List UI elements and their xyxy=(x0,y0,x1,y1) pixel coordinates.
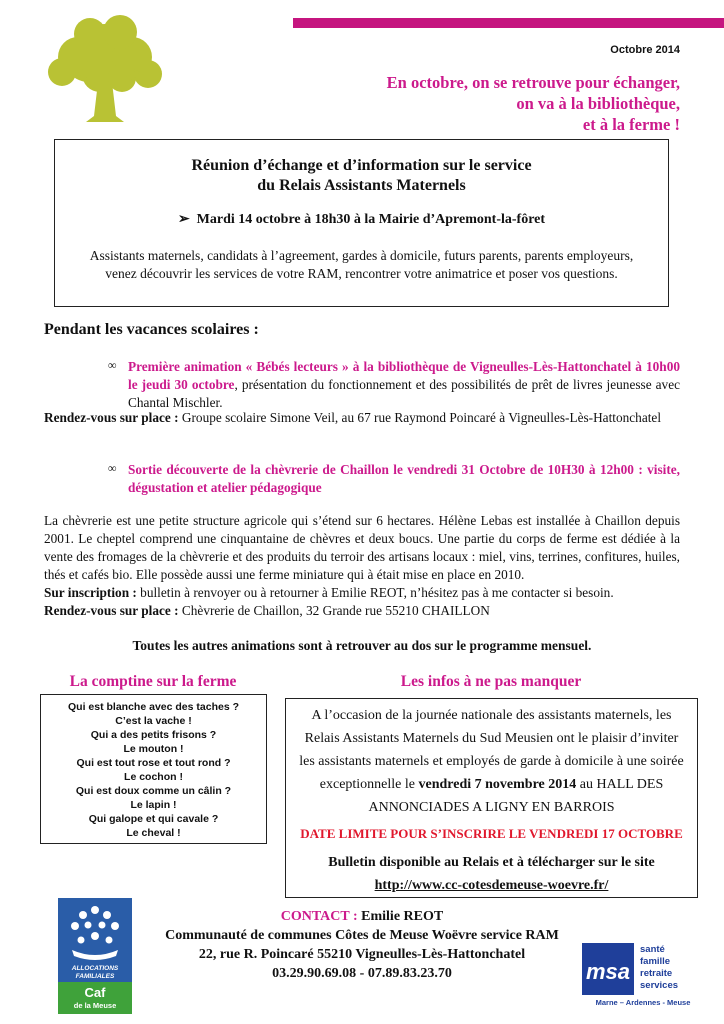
infos-title: Les infos à ne pas manquer xyxy=(400,673,582,690)
comptine-line: Le cochon ! xyxy=(124,771,183,783)
contact-label: CONTACT : xyxy=(280,909,358,924)
comptine-title: La comptine sur la ferme xyxy=(69,673,237,690)
comptine-line: Le cheval ! xyxy=(126,827,181,839)
meeting-date: ➢ Mardi 14 octobre à 18h30 à la Mairie d’Apremont-la-fôret xyxy=(177,212,546,227)
contact-block xyxy=(128,907,596,983)
bulletin-note: Bulletin disponible au Relais et à télécharger sur le site xyxy=(328,855,655,870)
event2-rdv: Rendez-vous sur place : Chèvrerie de Chaillon, 32 Grande rue 55210 CHAILLON xyxy=(44,603,490,618)
tree-logo xyxy=(40,12,170,127)
infos-box xyxy=(285,698,698,898)
meeting-box xyxy=(54,139,669,307)
contact-name: Emilie REOT xyxy=(357,909,444,924)
infinity-bullet-icon: ∞ xyxy=(108,358,117,372)
comptine-line: Le lapin ! xyxy=(130,799,177,811)
msa-word: retraite xyxy=(640,968,673,979)
infinity-bullet-icon: ∞ xyxy=(108,461,117,475)
meeting-title: Réunion d’échange et d’information sur le service du Relais Assistants Maternels xyxy=(191,157,532,194)
msa-region: Marne – Ardennes - Meuse xyxy=(595,998,691,1007)
comptine-line: Qui a des petits frisons ? xyxy=(90,729,217,741)
comptine-line: Le mouton ! xyxy=(123,743,184,755)
msa-letters: msa xyxy=(585,959,631,984)
meeting-description: Assistants maternels, candidats à l’agreement, gardes à domicile, futurs parents, parents employeurs, venez découvrir les services de votre RAM, rencontrer votre animatrice et poser vos questions. xyxy=(89,248,634,281)
event2: Sortie découverte de la chèvrerie de Chaillon le vendredi 31 Octobre de 10H30 à 12h00 : visite, dégustation et atelier pédagogique xyxy=(128,462,680,495)
caf-label-2: FAMILIALES xyxy=(75,973,115,980)
issue-date: Octobre 2014 xyxy=(610,44,680,56)
all-animations-note: Toutes les autres animations sont à retrouver au dos sur le programme mensuel. xyxy=(132,638,592,653)
comptine-line: Qui est blanche avec des taches ? xyxy=(68,701,239,713)
event1-rdv: Rendez-vous sur place : Groupe scolaire Simone Veil, au 67 rue Raymond Poincaré à Vigneulles-Lès-Hattonchatel xyxy=(44,410,662,425)
contact-address: 22, rue R. Poincaré 55210 Vigneulles-Lès-Hattonchatel xyxy=(198,947,526,962)
comptine-line: Qui est tout rose et tout rond ? xyxy=(76,757,231,769)
comptine-box xyxy=(40,694,267,844)
caf-label-1: ALLOCATIONS xyxy=(71,965,119,972)
comptine-line: Qui est doux comme un câlin ? xyxy=(75,785,232,797)
msa-word: services xyxy=(640,980,679,991)
event1: Première animation « Bébés lecteurs » à la bibliothèque de Vigneulles-Lès-Hattonchatel à 10h00 le jeudi 30 octobre, présentation du fonctionnement et des possibilités de prêt de livres jeunesse avec Chantal Mischler. xyxy=(128,359,681,410)
caf-logo xyxy=(58,898,132,1014)
comptine-line: C’est la vache ! xyxy=(115,715,192,727)
inscription: Sur inscription : bulletin à renvoyer ou à retourner à Emilie REOT, n’hésitez pas à me contacter si besoin. xyxy=(44,585,614,600)
headline: En octobre, on se retrouve pour échanger, on va à la bibliothèque, et à la ferme ! xyxy=(386,73,680,134)
contact-phones: 03.29.90.69.08 - 07.89.83.23.70 xyxy=(272,966,452,981)
holidays-title: Pendant les vacances scolaires : xyxy=(44,321,259,338)
contact-org: Communauté de communes Côtes de Meuse Woëvre service RAM xyxy=(165,928,559,943)
deadline: DATE LIMITE POUR S’INSCRIRE LE VENDREDI 17 OCTOBRE xyxy=(300,826,683,841)
msa-word: famille xyxy=(640,956,671,967)
infos-text: A l’occasion de la journée nationale des assistants maternels, les Relais Assistants Maternels du Sud Meusien ont le plaisir d’inviter les assistants maternels et employés de garde à domicile à une soirée exceptionnelle le vendredi 7 novembre 2014 au HALL DES ANNONCIADES A LIGNY EN BARROIS xyxy=(299,708,684,815)
website-link[interactable]: http://www.cc-cotesdemeuse-woevre.fr/ xyxy=(374,878,609,893)
comptine-line: Qui galope et qui cavale ? xyxy=(88,813,219,825)
arrow-icon: ➢ xyxy=(177,212,197,227)
farm-description: La chèvrerie est une petite structure agricole qui s’étend sur 6 hectares. Hélène Lebas est installée à Chaillon depuis 2001. Le cheptel comprend une cinquantaine de chèvres et deux boucs. Une partie du corps de ferme est dédiée à la vente des fromages de la chèvrerie et des produits du terroir des artisans locaux : miel, vins, terrines, confitures, huiles, thés et cafés bio. Elle possède aussi une ferme miniature qui à était mise en place en 2010. Sur inscription : bulletin à renvoyer ou à retourner à Emilie REOT, n’hésitez pas à me contacter si besoin. Rendez-vous sur place : Chèvrerie de Chaillon, 32 Grande rue 55210 CHAILLON xyxy=(44,513,680,618)
msa-word: santé xyxy=(640,944,665,955)
msa-logo xyxy=(582,941,704,1009)
caf-region: de la Meuse xyxy=(73,1001,117,1010)
caf-name: Caf xyxy=(84,985,106,1000)
top-accent-bar xyxy=(293,18,724,28)
